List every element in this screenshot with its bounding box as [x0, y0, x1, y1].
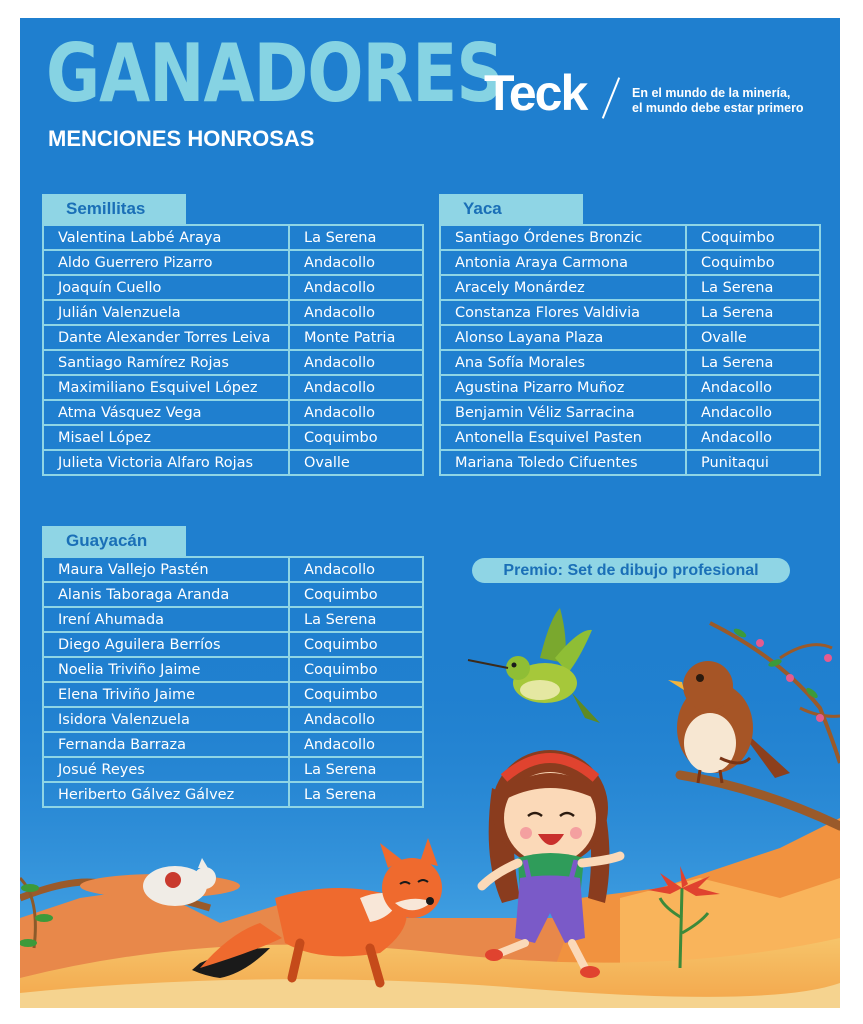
winner-city: La Serena [289, 607, 423, 632]
brand-tagline [632, 86, 804, 116]
table-row [43, 782, 423, 807]
tagline-line-1: En el mundo de la minería, [632, 86, 791, 100]
group-yaca [439, 194, 823, 476]
winner-city: Andacollo [289, 275, 423, 300]
winner-name: Josué Reyes [43, 757, 289, 782]
teck-logo: Teck [484, 65, 587, 121]
winner-name: Antonella Esquivel Pasten [440, 425, 686, 450]
table-row [440, 300, 820, 325]
winner-city: Coquimbo [686, 225, 820, 250]
winner-city: Andacollo [686, 375, 820, 400]
winner-city: Ovalle [289, 450, 423, 475]
winner-city: Coquimbo [289, 632, 423, 657]
table-row [43, 425, 423, 450]
table-row [440, 275, 820, 300]
winner-city: Andacollo [289, 300, 423, 325]
table-row [440, 325, 820, 350]
table-row [43, 632, 423, 657]
winner-city: La Serena [289, 225, 423, 250]
winner-name: Maximiliano Esquivel López [43, 375, 289, 400]
table-row [43, 707, 423, 732]
winner-name: Elena Triviño Jaime [43, 682, 289, 707]
table-row [43, 350, 423, 375]
table-row [440, 400, 820, 425]
winner-name: Julián Valenzuela [43, 300, 289, 325]
group-semillitas [42, 194, 426, 476]
winner-name: Maura Vallejo Pastén [43, 557, 289, 582]
winner-name: Atma Vásquez Vega [43, 400, 289, 425]
winner-name: Alanis Taboraga Aranda [43, 582, 289, 607]
winner-city: Andacollo [289, 400, 423, 425]
winner-city: Andacollo [289, 732, 423, 757]
poster [20, 18, 840, 1008]
table-row [43, 657, 423, 682]
page-subtitle: MENCIONES HONROSAS [48, 126, 315, 151]
winner-name: Diego Aguilera Berríos [43, 632, 289, 657]
winner-name: Benjamin Véliz Sarracina [440, 400, 686, 425]
winner-name: Agustina Pizarro Muñoz [440, 375, 686, 400]
winner-city: La Serena [289, 782, 423, 807]
table-row [440, 375, 820, 400]
table-row [43, 400, 423, 425]
winner-city: Andacollo [686, 425, 820, 450]
winner-city: Punitaqui [686, 450, 820, 475]
winner-name: Antonia Araya Carmona [440, 250, 686, 275]
table-row [440, 225, 820, 250]
illustration-scene [20, 18, 840, 1008]
winner-name: Constanza Flores Valdivia [440, 300, 686, 325]
winner-city: Andacollo [289, 707, 423, 732]
table-row [43, 582, 423, 607]
winner-name: Julieta Victoria Alfaro Rojas [43, 450, 289, 475]
winner-name: Aracely Monárdez [440, 275, 686, 300]
table-row [43, 275, 423, 300]
winner-city: La Serena [686, 300, 820, 325]
winner-name: Heriberto Gálvez Gálvez [43, 782, 289, 807]
table-row [43, 450, 423, 475]
winner-city: Coquimbo [289, 582, 423, 607]
table-row [440, 450, 820, 475]
winner-name: Valentina Labbé Araya [43, 225, 289, 250]
winner-city: Coquimbo [686, 250, 820, 275]
group-label: Guayacán [42, 526, 186, 556]
winner-name: Irení Ahumada [43, 607, 289, 632]
table-row [43, 757, 423, 782]
table-row [43, 557, 423, 582]
winner-city: Monte Patria [289, 325, 423, 350]
winner-city: Coquimbo [289, 657, 423, 682]
table-row [43, 607, 423, 632]
winner-name: Joaquín Cuello [43, 275, 289, 300]
winner-city: La Serena [686, 275, 820, 300]
winner-name: Aldo Guerrero Pizarro [43, 250, 289, 275]
table-row [43, 325, 423, 350]
table-row [43, 682, 423, 707]
winner-city: Andacollo [289, 375, 423, 400]
group-label: Yaca [439, 194, 583, 224]
table-row [43, 225, 423, 250]
winner-city: Andacollo [289, 557, 423, 582]
winners-table-yaca [439, 224, 821, 476]
winner-name: Mariana Toledo Cifuentes [440, 450, 686, 475]
winner-name: Santiago Órdenes Bronzic [440, 225, 686, 250]
winner-name: Alonso Layana Plaza [440, 325, 686, 350]
winner-name: Noelia Triviño Jaime [43, 657, 289, 682]
winner-name: Dante Alexander Torres Leiva [43, 325, 289, 350]
winner-city: Andacollo [289, 250, 423, 275]
winner-city: Ovalle [686, 325, 820, 350]
winner-name: Fernanda Barraza [43, 732, 289, 757]
table-row [440, 425, 820, 450]
table-row [43, 375, 423, 400]
group-guayacan [42, 526, 426, 808]
table-row [440, 350, 820, 375]
tagline-line-2: el mundo debe estar primero [632, 101, 804, 115]
group-label: Semillitas [42, 194, 186, 224]
winner-name: Misael López [43, 425, 289, 450]
winner-city: Coquimbo [289, 682, 423, 707]
table-row [43, 300, 423, 325]
table-row [43, 732, 423, 757]
winner-name: Ana Sofía Morales [440, 350, 686, 375]
prize-badge: Premio: Set de dibujo profesional [472, 558, 790, 583]
winner-city: Coquimbo [289, 425, 423, 450]
winner-city: Andacollo [686, 400, 820, 425]
page-title: GANADORES [46, 26, 503, 121]
winner-name: Santiago Ramírez Rojas [43, 350, 289, 375]
winners-table-semillitas [42, 224, 424, 476]
winner-city: Andacollo [289, 350, 423, 375]
winner-city: La Serena [289, 757, 423, 782]
table-row [43, 250, 423, 275]
table-row [440, 250, 820, 275]
winner-name: Isidora Valenzuela [43, 707, 289, 732]
winner-city: La Serena [686, 350, 820, 375]
winners-table-guayacan [42, 556, 424, 808]
